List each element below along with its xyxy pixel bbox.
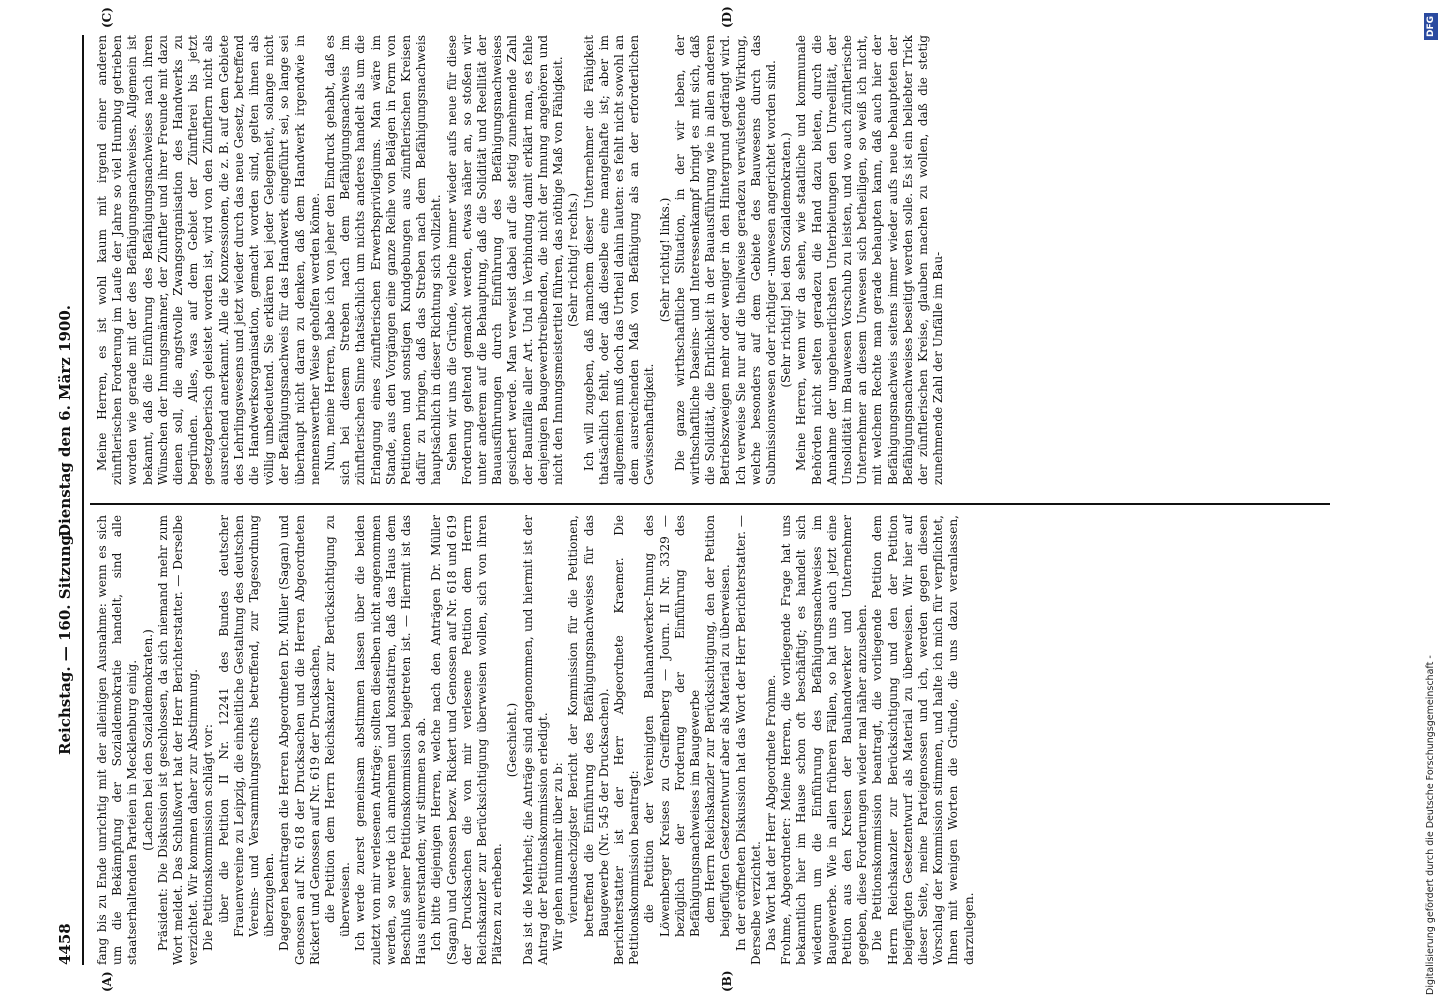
paragraph: Präsident: Die Diskussion ist geschlossen, da sich niemand mehr zum Wort meldet. Das Schlußwort hat der Herr Berichterstatter. — Derselbe verzichtet. Wir kommen daher zur Abstimmung. — [155, 515, 201, 965]
dfg-logo: DFG — [1418, 13, 1437, 40]
speech: Sehen wir uns die Gründe, welche immer wieder aufs neue für diese Forderung geltend gemacht werden, etwas näher an, so stoßen wir unter anderem auf die Behauptung, daß die Solidität und Reellität der Bauausführungen durch Einführung des Befähigungsnachweises gesichert werde. Man verweist dabei auf die stetig zunehmende Zahl der Baunfälle aller Art. Und in Verbindung damit erklärt man, es fehle denjenigen Baugewerbtreibenden, die nicht der Innung angehören und nicht den Innungsmeistertitel führen, das nöthige Maß von Fähigkeit. — [444, 35, 566, 485]
column-divider — [90, 503, 1330, 505]
interjection: (Sehr richtig! links.) — [657, 197, 672, 323]
motion-text: die Petition der Vereinigten Bauhandwerker-Innung des Löwenberger Kreises zu Greiffenberg — Journ. II Nr. 3329 — bezüglich der Forderung der Einführung des Befähigungsnachweises im Baugewerbe — [642, 515, 702, 937]
page-number: 4458 — [56, 923, 74, 965]
interjection: (Sehr richtig! rechts.) — [566, 192, 581, 328]
paragraph: Wir gehen nunmehr über zu b: — [551, 762, 566, 951]
marker-b: (B) — [720, 970, 734, 992]
interjection: (Lachen bei den Sozialdemokraten.) — [140, 629, 155, 851]
header-rule — [82, 35, 84, 965]
speech: Die ganze wirthschaftliche Situation, in der wir leben, der wirthschaftliche Daseins- und Interessenkampf bringt es mit sich, daß die Solidität, die Ehrlichkeit in der Bauausführung wie in allen anderen Betriebszweigen mehr oder weniger in den Hintergrund gedrängt wird. Ich verweise Sie nur auf die theilweise geradezu verwüstende Wirkung, welche besonders auf dem Gebiete des Bauwesens durch das Submissionswesen oder richtiger -unwesen angerichtet worden sind. — [672, 35, 778, 485]
interjection: (Geschieht.) — [505, 702, 520, 778]
speech: Ich will zugeben, daß manchem dieser Unternehmer die Fähigkeit thatsächlich fehlt, oder daß dieselbe eine mangelhafte ist; aber im allgemeinen muß doch das Urtheil dahin lauten: es fehlt nicht sowohl an dem ausreichenden Maß von Befähigung als an der erforderlichen Gewissenhaftigkeit. — [581, 35, 657, 485]
paragraph: Dagegen beantragen die Herren Abgeordneten Dr. Müller (Sagan) und Genossen auf Nr. 618 der Drucksachen und die Herren Abgeordneten Rickert und Genossen auf Nr. 619 der Drucksachen, — [277, 515, 322, 965]
paragraph: fang bis zu Ende unrichtig mit der alleinigen Ausnahme: wenn es sich um die Bekämpfung der Sozialdemokratie handelt, sind alle staatserhaltenden Parteien in Mecklenburg einig. — [95, 515, 140, 965]
motion-text: über die Petition II Nr. 12241 des Bundes deutscher Frauenvereine zu Leipzig, die einheitliche Gestaltung des deutschen Vereins- und Versammlungsrechts betreffend, zur Tagesordnung überzugehen. — [216, 515, 277, 937]
paragraph: Die Petitionskommission schlägt vor: — [201, 724, 216, 951]
interjection: (Sehr richtig! bei den Sozialdemokraten.) — [779, 132, 794, 388]
right-column — [95, 35, 946, 485]
marker-c: (C) — [100, 7, 114, 28]
marker-a: (A) — [100, 971, 114, 992]
agenda-item: vierundsechzigster Bericht der Kommission für die Petitionen, betreffend die Einführung des Befähigungsnachweises für das Baugewerbe (Nr. 545 der Drucksachen). — [566, 515, 611, 937]
marker-d: (D) — [720, 6, 734, 28]
speech: Frohme, Abgeordneter: Meine Herren, die vorliegende Frage hat uns bekanntlich hier im Hause schon oft beschäftigt; es handelt sich wiederum um die Einführung des Befähigungsnachweises im Baugewerbe. Wie in allen früheren Fällen, so hat uns auch jetzt eine Petition aus den Kreisen der Bauhandwerker und Unternehmer gegeben, diese Forderungen wieder mal näher anzusehen. — [779, 515, 870, 965]
speech: Die Petitionskommission beantragt, die vorliegende Petition dem Herrn Reichskanzler zur Berücksichtigung und den der Petition beigefügten Gesetzentwurf als Material zu überweisen. Wir hier auf dieser Seite, meine Parteigenossen und ich, werden gegen diesen Vorschlag der Kommission stimmen, und halte ich mich für verpflichtet, Ihnen mit wenigen Worten die Gründe, die uns dazu veranlassen, darzulegen. — [870, 515, 976, 965]
speech: Meine Herren, es ist wohl kaum mit irgend einer anderen zünftlerischen Forderung im Laufe der Jahre so viel Humbug getrieben worden wie gerade mit der des Befähigungsnachweises. Allgemein ist bekannt, daß die Einführung des Befähigungsnachweises nach ihren Wünschen der Innungsmänner, der Zünftler und ihrer Freunde mit dazu dienen soll, die angstvolle Zwangsorganisation des Handwerks zu begründen. Alles, was auf dem Gebiet der Zünftlerei bis jetzt gesetzgeberisch geleistet worden ist, wird von den Zünftlern nicht als ausreichend anerkannt. Alle die Konzessionen, die z. B. auf dem Gebiete des Lehrlingswesens und jetzt wieder durch das neue Gesetz, betreffend die Handwerksorganisation, gemacht worden sind, gelten ihnen als völlig unbedeutend. Sie erklären bei jeder Gelegenheit, solange nicht der Befähigungsnachweis für das Handwerk eingeführt sei, so lange sei überhaupt nicht daran zu denken, daß dem Handwerk irgendwie in nennenswerther Weise geholfen werden könne. — [95, 35, 322, 485]
paragraph: Ich werde zuerst gemeinsam abstimmen lassen über die beiden zuletzt von mir verlesenen Anträge; sollten dieselben nicht angenommen werden, so werde ich annehmen und konstatiren, daß das Haus dem Beschluß seiner Petitionskommission beigetreten ist. — Hiermit ist das Haus einverstanden; wir stimmen so ab. — [353, 515, 429, 965]
paragraph: In der eröffneten Diskussion hat das Wort der Herr Berichterstatter. — Derselbe verzichtet. — [733, 515, 763, 965]
session-title-left: Reichstag. — 160. Sitzung. — [56, 529, 74, 755]
paragraph: Das Wort hat der Herr Abgeordnete Frohme. — [763, 674, 778, 951]
speech: Nun, meine Herren, habe ich von jeher den Eindruck gehabt, daß es sich bei diesem Streben nach dem Befähigungsnachweis im zünftlerischen Sinne thatsächlich um nichts anderes handelt als um die Erlangung eines zünftlerischen Erwerbsprivilegiums. Man wäre im Stande, aus den Vorgängen eine ganze Reihe von Belägen in Form von Petitionen und sonstigen Kundgebungen aus zünftlerischen Kreisen dafür zu bringen, daß das Streben nach dem Befähigungsnachweis hauptsächlich in dieser Richtung sich vollzieht. — [323, 35, 444, 485]
paragraph: Berichterstatter ist der Herr Abgeordnete Kraemer. Die Petitionskommission beantragt: — [611, 515, 642, 965]
digitization-note: Digitalisierung gefördert durch die Deutsche Forschungsgemeinschaft - — [1425, 655, 1436, 995]
motion-text: die Petition dem Herrn Reichskanzler zur Berücksichtigung zu überweisen. — [323, 515, 353, 937]
motion-text: dem Herrn Reichskanzler zur Berücksichtigung, den der Petition beigefügten Gesetzentwurf aber als Material zu überweisen. — [703, 515, 733, 937]
session-date: Dienstag den 6. März 1900. — [56, 305, 74, 537]
speech: Meine Herren, wenn wir da sehen, wie staatliche und kommunale Behörden nicht selten geradezu die Hand dazu bieten, durch die Annahme der ungeheuerlichsten Unterbietungen den Unreellität, der Unsolidität im Bauwesen Vorschub zu leisten, und wo auch zünftlerische Unternehmer an diesem Unwesen sich betheiligen, so weiß ich nicht, mit welchem Rechte man gerade behaupten kann, daß auch hier der Befähigungsnachweis seitens immer wieder aufs neue behaupteten der Befähigungsnachweises beseitigt werden solle. Es ist ein beliebter Trick der zünftlerischen Kreise, glauben machen zu wollen, daß die stetig zunehmende Zahl der Unfälle im Bau- — [794, 35, 946, 485]
paragraph: Ich bitte diejenigen Herren, welche nach den Anträgen Dr. Müller (Sagan) und Genossen bezw. Rickert und Genossen auf Nr. 618 und 619 der Drucksachen die von mir verlesene Petition dem Herrn Reichskanzler zur Berücksichtigung überweisen wollen, sich von ihren Plätzen zu erheben. — [429, 515, 505, 965]
page-header — [0, 35, 105, 965]
left-column — [95, 515, 977, 965]
paragraph: Das ist die Mehrheit; die Anträge sind angenommen, und hiermit ist der Antrag der Petitionskommission erledigt. — [520, 515, 550, 965]
